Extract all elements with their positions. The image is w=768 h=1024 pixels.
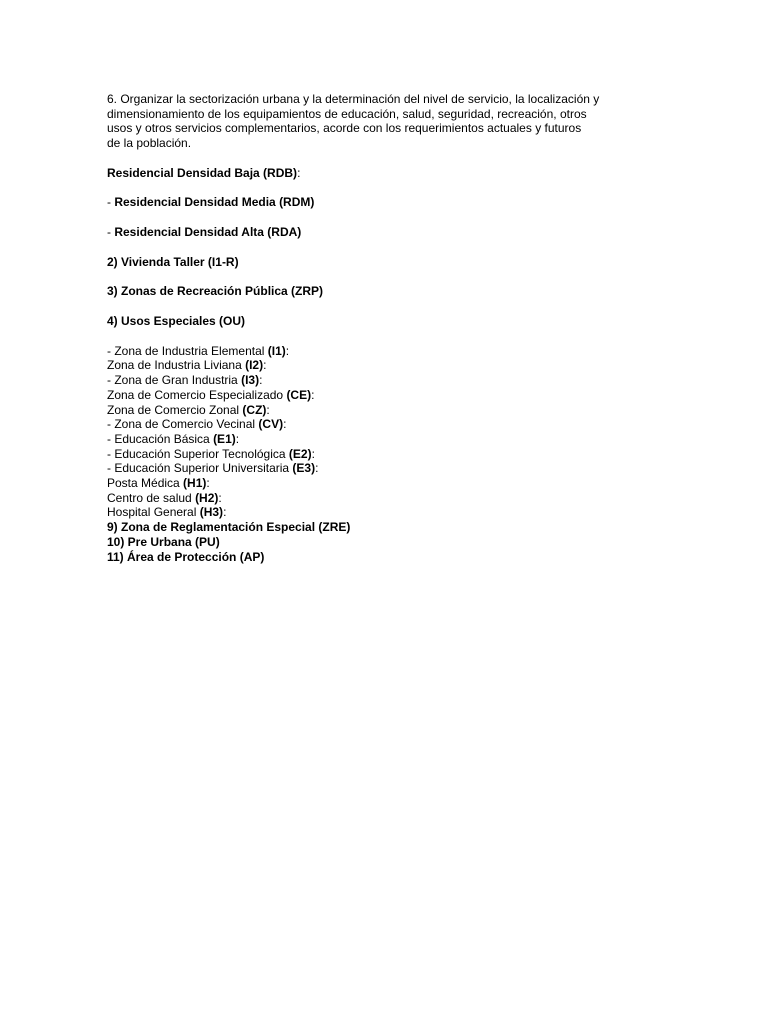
list-item-suffix: : [218,490,222,505]
list-item-code: (CZ) [242,402,267,417]
heading-ou: 4) Usos Especiales (OU) [107,314,246,329]
heading-zrp: 3) Zonas de Recreación Pública (ZRP) [107,284,324,299]
heading-rda [107,225,637,240]
list-item-label: - Educación Básica [107,431,214,446]
heading-rda-prefix: - [107,224,115,239]
list-item-suffix: : [285,343,290,358]
list-item [107,505,637,520]
list-item-label: Hospital General [107,505,200,520]
heading-rdm [107,195,637,210]
list-item-code: (E1) [213,431,236,446]
spacer [107,180,637,195]
list-item-code: (CV) [258,417,284,432]
spacer [107,151,637,166]
intro-line: de la población. [107,136,192,151]
list-item [107,461,637,476]
list-item [107,491,637,506]
list-item-code: (E2) [288,446,312,461]
heading-rdb [107,166,637,181]
list-item-suffix: : [235,431,240,446]
list-item-label: Zona de Industria Liviana [107,358,246,373]
list-item [107,417,637,432]
heading-rdm-text: Residencial Densidad Media (RDM) [114,195,315,210]
list-item-suffix: : [311,387,315,402]
list-item-suffix: : [283,417,287,432]
spacer [107,240,637,255]
list-item [107,476,637,491]
list-item-suffix: : [315,461,319,476]
list-item [107,358,637,373]
list-item [107,447,637,462]
intro-line: dimensionamiento de los equipamientos de educación, salud, seguridad, recreación, otros [107,106,587,121]
intro-paragraph [107,92,637,151]
list-item [107,373,637,388]
spacer [107,329,637,344]
list-item [107,344,637,359]
list-item-suffix: : [311,446,315,461]
spacer [107,299,637,314]
list-item-code: (I2) [245,358,264,373]
list-item-code: (H2) [195,490,219,505]
heading-rdb-suffix: : [297,165,301,180]
list-item [107,388,637,403]
list-item-label: Posta Médica [107,476,184,491]
list-item-label: Zona de Comercio Zonal [107,402,243,417]
list-item-suffix: : [263,358,267,373]
list-item-suffix: : [206,476,210,491]
heading-ap: 11) Área de Protección (AP) [107,549,265,564]
list-item-suffix: : [259,373,263,388]
intro-line: 6. Organizar la sectorización urbana y la determinación del nivel de servicio, la localización y [107,92,600,106]
list-item-label: Zona de Comercio Especializado [107,387,287,402]
list-item [107,403,637,418]
heading-pu: 10) Pre Urbana (PU) [107,534,220,549]
list-item-label: - Zona de Industria Elemental [107,343,268,358]
zone-list [107,344,637,520]
list-item-code: (CE) [286,387,312,402]
list-item-code: (E3) [292,461,316,476]
list-item-label: - Educación Superior Tecnológica [107,446,289,461]
heading-rdm-prefix: - [107,195,115,210]
spacer [107,269,637,284]
list-item-code: (H1) [183,476,207,491]
list-item-label: - Zona de Gran Industria [107,373,242,388]
intro-line: usos y otros servicios complementarios, acorde con los requerimientos actuales y futuros [107,121,582,136]
heading-rda-text: Residencial Densidad Alta (RDA) [114,224,302,239]
list-item-suffix: : [266,402,270,417]
document-page [107,92,637,564]
list-item-code: (I1) [267,343,286,358]
heading-rdb-text: Residencial Densidad Baja (RDB) [107,165,298,180]
list-item-label: - Educación Superior Universitaria [107,461,293,476]
list-item-code: (H3) [199,505,224,520]
list-item-suffix: : [223,505,227,520]
list-item [107,432,637,447]
heading-zre: 9) Zona de Reglamentación Especial (ZRE) [107,520,351,535]
heading-vivienda-taller: 2) Vivienda Taller (I1-R) [107,254,239,269]
spacer [107,210,637,225]
closing-headings [107,520,637,564]
list-item-label: - Zona de Comercio Vecinal [107,417,259,432]
list-item-code: (I3) [241,373,260,388]
list-item-label: Centro de salud [107,490,196,505]
